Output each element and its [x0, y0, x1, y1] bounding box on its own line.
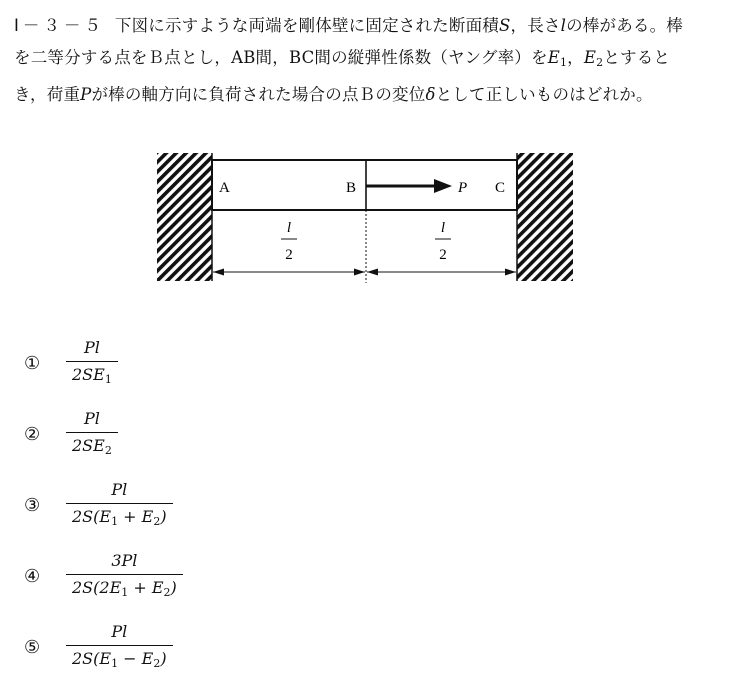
formula-denominator: $2S(E_1 + E_2)$	[66, 503, 173, 532]
dim-left-denominator: 2	[285, 247, 293, 263]
question-line-1: Ⅰ－３－５ 下図に示すような両端を剛体壁に固定された断面積S，長さlの棒がある。棒	[14, 16, 683, 35]
bar-body	[212, 160, 517, 210]
option-formula	[66, 551, 183, 603]
option-marker: ④	[24, 566, 41, 587]
question-line-2: を二等分する点をＢ点とし，AB間，BC間の縦弾性係数（ヤング率）を$E_1$，$E_2$とすると	[14, 48, 671, 69]
formula-numerator: Pl	[83, 409, 100, 428]
option-marker: ③	[24, 495, 41, 516]
right-wall-hatch	[517, 153, 573, 281]
load-arrow-head	[434, 179, 452, 193]
dimension-arrow-icon	[213, 269, 224, 276]
option-marker: ②	[24, 424, 41, 445]
dim-right-numerator: l	[440, 220, 446, 236]
formula-denominator: $2S(2E_1 + E_2)$	[66, 574, 183, 603]
question-line-3: き，荷重Pが棒の軸方向に負荷された場合の点Ｂの変位δとして正しいものはどれか。	[14, 85, 653, 104]
label-point-c: C	[495, 180, 506, 196]
dim-right-denominator: 2	[439, 247, 447, 263]
option-formula	[66, 338, 118, 390]
dimension-arrow-icon	[354, 269, 365, 276]
label-point-b: B	[346, 180, 357, 196]
left-wall-hatch	[157, 153, 212, 281]
formula-denominator: $2SE_1$	[66, 361, 118, 390]
option-formula	[66, 622, 173, 674]
formula-numerator: Pl	[111, 622, 128, 641]
label-point-a: A	[219, 180, 230, 196]
dimension-arrow-icon	[367, 269, 378, 276]
option-marker: ⑤	[24, 637, 41, 658]
option-marker: ①	[24, 353, 41, 374]
dim-left-numerator: l	[286, 220, 292, 236]
formula-denominator: $2S(E_1 - E_2)$	[66, 645, 173, 674]
formula-numerator: 3Pl	[111, 551, 138, 570]
question-number: Ⅰ－３－５	[14, 16, 105, 35]
formula-denominator: $2SE_2$	[66, 432, 118, 461]
option-formula	[66, 409, 118, 461]
formula-numerator: Pl	[83, 338, 100, 357]
label-load-p: P	[458, 180, 468, 196]
dimension-arrow-icon	[505, 269, 516, 276]
option-formula	[66, 480, 173, 532]
formula-numerator: Pl	[111, 480, 128, 499]
